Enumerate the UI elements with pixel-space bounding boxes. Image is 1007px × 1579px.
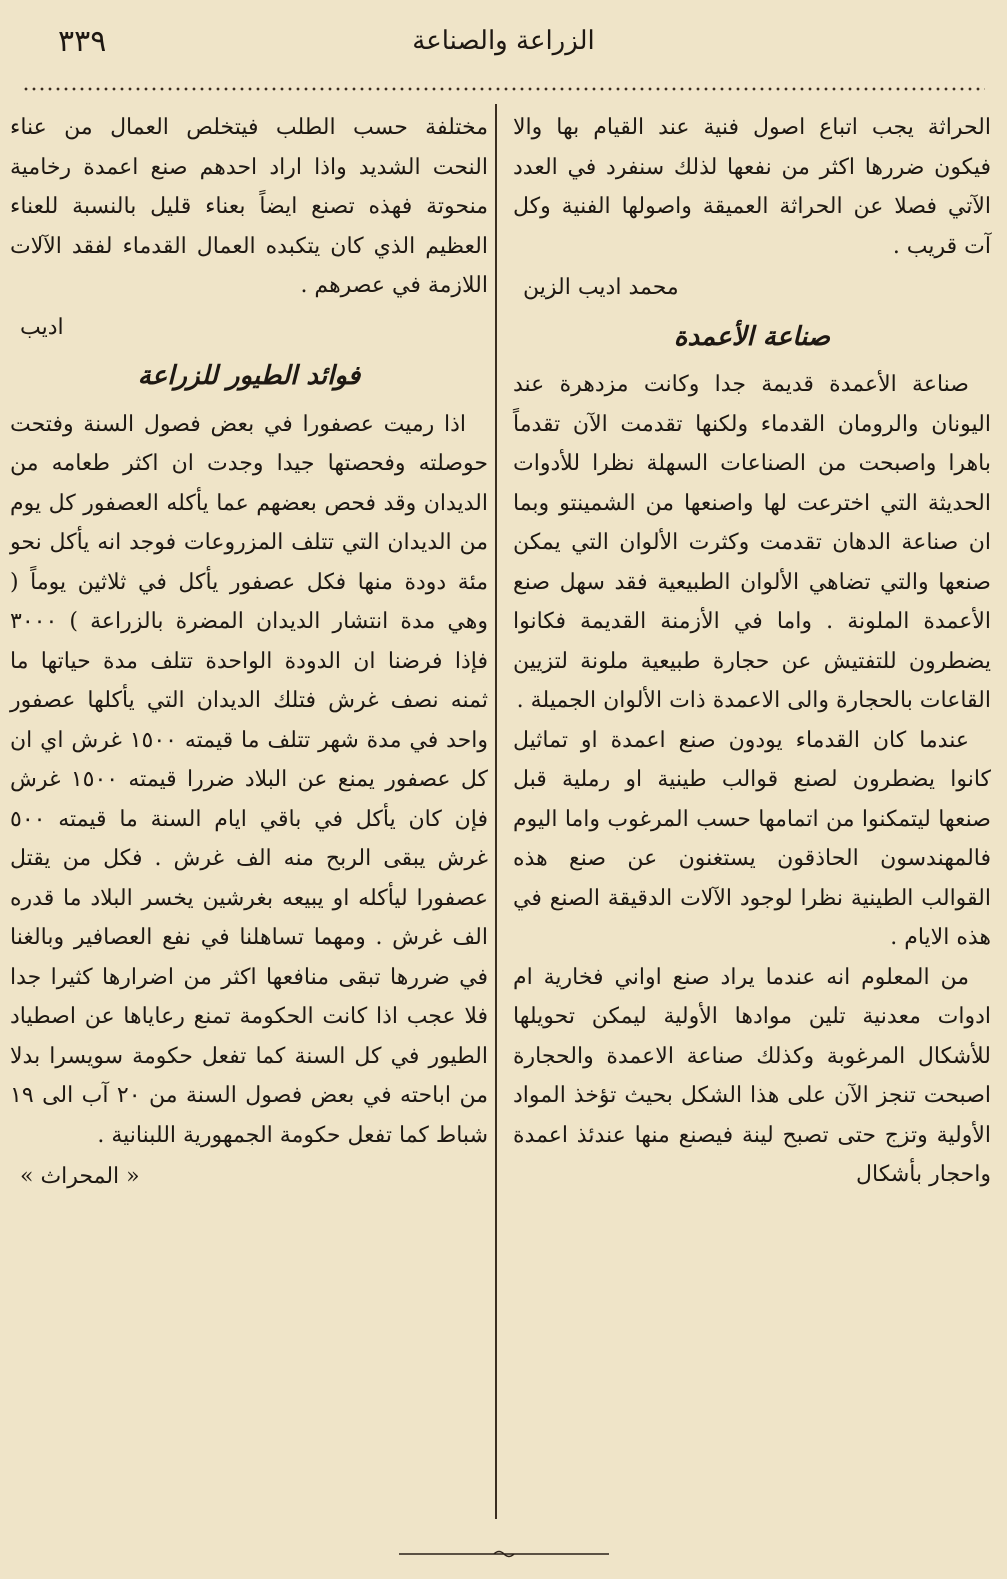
columns-paragraph-1: صناعة الأعمدة قديمة جدا وكانت مزدهرة عند اليونان والرومان القدماء ولكنها تقدمت الآن تقدماً باهرا واصبحت من الصناعات السهلة نظرا للأدوات الحديثة التي اخترعت لها واصنعها من الشمينتو وبما ان صناعة الدهان تقدمت وكثرت الألوان التي يمكن صنعها والتي تضاهي الألوان الطبيعية فقد سهل صنع الأعمدة الملونة . واما في الأزمنة القديمة فكانوا يضطرون للتفتيش عن حجارة طبيعية ملونة لتزيين القاعات بالحجارة والى الاعمدة ذات الألوان الجميلة .	[513, 372, 991, 713]
right-column	[513, 108, 991, 1195]
columns-article-continuation: مختلفة حسب الطلب فيتخلص العمال من عناء النحت الشديد واذا اراد احدهم صنع اعمدة رخامية منحوتة فهذه تصنع ايضاً بعناء قليل بالنسبة للعناء العظيم الذي كان يتكبده العمال القدماء لفقد الآلات اللازمة في عصرهم .	[10, 115, 488, 298]
columns-paragraph-2: عندما كان القدماء يودون صنع اعمدة او تماثيل كانوا يضطرون لصنع قوالب طينية او رملية قبل صنعها ليتمكنوا من اتمامها حسب المرغوب واما اليوم فالمهندسون الحاذقون يستغنون عن صنع هذه القوالب الطينية نظرا لوجود الآلات الدقيقة الصنع في هذه الايام .	[513, 727, 991, 950]
page-header	[30, 22, 977, 70]
birds-article-source: « المحراث »	[20, 1164, 140, 1189]
plowing-article-author: محمد اديب الزين	[523, 275, 679, 300]
left-column	[10, 108, 488, 1197]
columns-article-author: اديب	[20, 314, 64, 340]
journal-title: الزراعة والصناعة	[412, 26, 595, 56]
page-number: ٣٣٩	[58, 24, 107, 59]
column-divider	[495, 104, 497, 1519]
footer-ornament	[399, 1549, 609, 1559]
plowing-article-ending: الحراثة يجب اتباع اصول فنية عند القيام بها والا فيكون ضررها اكثر من نفعها لذلك سنفرد في العدد الآتي فصلا عن الحراثة العميقة واصولها الفنية وكل آت قريب .	[513, 115, 991, 259]
header-divider	[22, 86, 985, 92]
columns-article-title: صناعة الأعمدة	[673, 321, 831, 352]
birds-paragraph: اذا رميت عصفورا في بعض فصول السنة وفتحت حوصلته وفحصتها جيدا وجدت ان اكثر طعامه من الديدان وقد فحص بعضهم عما يأكله العصفور كل يوم من الديدان التي تتلف المزروعات فوجد انه يأكل نحو مئة دودة منها فكل عصفور يأكل في ثلاثين يوماً ( وهي مدة انتشار الديدان المضرة بالزراعة ) ٣٠٠٠ فإذا فرضنا ان الدودة الواحدة تتلف مدة حياتها ما ثمنه نصف غرش فتلك الديدان التي يأكلها عصفور واحد في مدة شهر تتلف ما قيمته ١٥٠٠ غرش اي ان كل عصفور يمنع عن البلاد ضررا قيمته ١٥٠٠ غرش فإن كان يأكل في باقي ايام السنة ما قيمته ٥٠٠ غرش يبقى الربح منه الف غرش . فكل من يقتل عصفورا ليأكله او يبيعه بغرشين يخسر البلاد ما قدره الف غرش . ومهما تساهلنا في نفع العصافير وبالغنا في ضررها تبقى منافعها اكثر من اضرارها كثيرا جدا فلا عجب اذا كانت الحكومة تمنع رعاياها عن اصطياد الطيور في كل السنة كما تفعل حكومة سويسرا بدلا من اباحته في بعض فصول السنة من ٢٠ آب الى ١٩ شباط كما تفعل حكومة الجمهورية اللبنانية .	[10, 411, 488, 1148]
columns-paragraph-3: من المعلوم انه عندما يراد صنع اواني فخارية ام ادوات معدنية تلين موادها الأولية ليمكن تحويلها للأشكال المرغوبة وكذلك صناعة الاعمدة والحجارة اصبحت تنجز الآن على هذا الشكل بحيث تؤخذ المواد الأولية وتزج حتى تصبح لينة فيصنع منها عندئذ اعمدة واحجار بأشكال	[513, 964, 991, 1187]
birds-article-title: فوائد الطيور للزراعة	[137, 361, 361, 391]
